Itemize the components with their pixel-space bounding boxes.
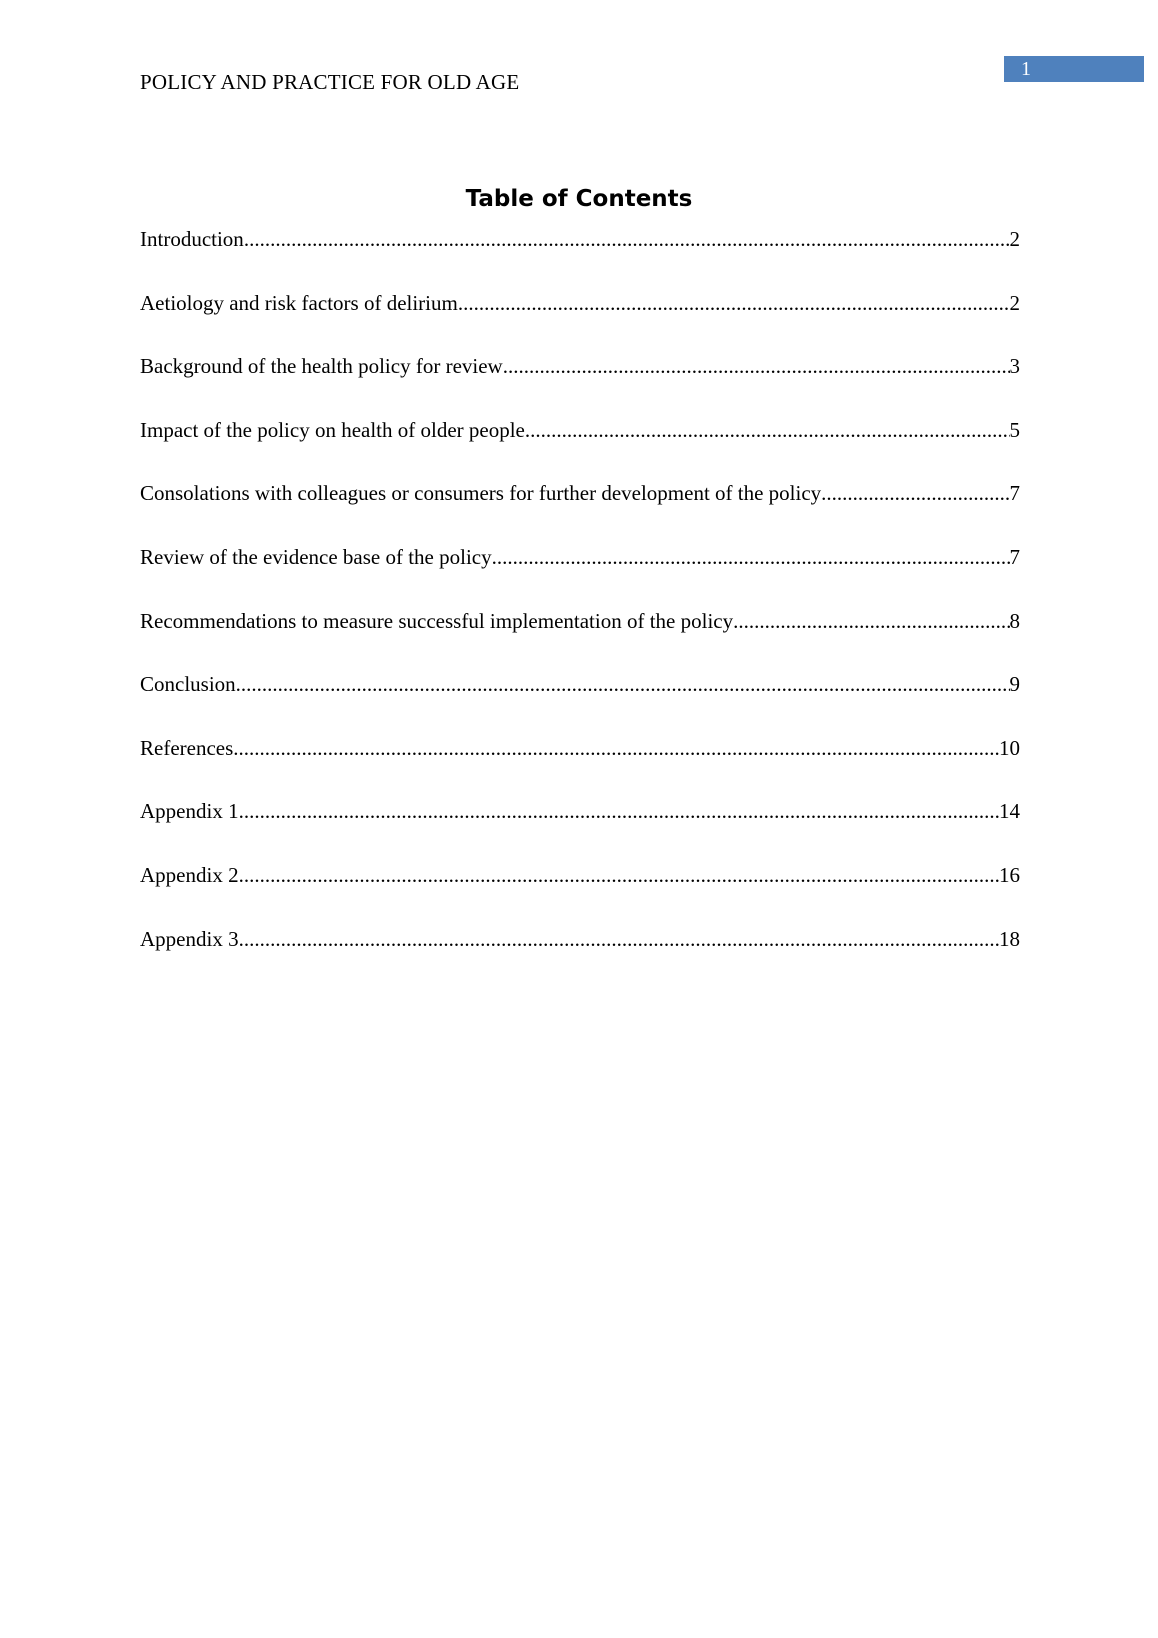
toc-entry-label: Background of the health policy for review [140, 354, 503, 379]
toc-entry-label: Appendix 3 [140, 926, 239, 951]
toc-entry-page: 16 [999, 862, 1020, 887]
toc-entry-impact[interactable] [140, 416, 1020, 480]
toc-dot-leader [233, 734, 999, 762]
toc-entry-label: Review of the evidence base of the policy [140, 544, 492, 569]
toc-entry-page: 9 [1009, 672, 1020, 697]
toc-entry-page: 5 [1009, 417, 1020, 442]
toc-entry-conclusion[interactable] [140, 670, 1020, 734]
toc-dot-leader [458, 289, 1010, 317]
toc-entry-page: 14 [999, 799, 1020, 824]
toc-entry-label: Aetiology and risk factors of delirium [140, 290, 458, 315]
toc-entry-label: Appendix 2 [140, 862, 239, 887]
toc-entry-appendix-3[interactable] [140, 925, 1020, 989]
toc-entry-page: 3 [1009, 354, 1020, 379]
toc-entry-background[interactable] [140, 352, 1020, 416]
toc-dot-leader [239, 925, 999, 953]
running-header-title: POLICY AND PRACTICE FOR OLD AGE [140, 70, 520, 94]
toc-entry-page: 2 [1009, 290, 1020, 315]
toc-entry-label: Introduction [140, 227, 244, 251]
page-number: 1 [1021, 58, 1031, 80]
toc-entry-label: Consolations with colleagues or consumers for further development of the policy [140, 481, 822, 506]
toc-list [140, 225, 1020, 988]
page-number-badge [1004, 56, 1144, 82]
toc-entry-label: Conclusion [140, 672, 236, 697]
toc-entry-page: 8 [1009, 608, 1020, 633]
toc-entry-references[interactable] [140, 734, 1020, 798]
toc-dot-leader [244, 225, 1010, 253]
toc-entry-label: Impact of the policy on health of older people [140, 417, 525, 442]
toc-entry-introduction[interactable] [140, 225, 1020, 289]
toc-entry-aetiology[interactable] [140, 289, 1020, 353]
toc-entry-page: 7 [1009, 481, 1020, 506]
toc-entry-page: 7 [1009, 544, 1020, 569]
toc-dot-leader [236, 670, 1010, 698]
toc-dot-leader [733, 607, 1009, 635]
toc-entry-recommendations[interactable] [140, 607, 1020, 671]
toc-entry-label: References [140, 735, 234, 760]
toc-entry-appendix-1[interactable] [140, 797, 1020, 861]
toc-entry-page: 2 [1009, 227, 1020, 251]
toc-entry-page: 10 [999, 735, 1020, 760]
toc-entry-page: 18 [999, 926, 1020, 951]
toc-entry-label: Recommendations to measure successful implementation of the policy [140, 608, 734, 633]
toc-dot-leader [239, 861, 999, 889]
toc-dot-leader [525, 416, 1010, 444]
toc-entry-consolations[interactable] [140, 479, 1020, 543]
toc-entry-appendix-2[interactable] [140, 861, 1020, 925]
toc-dot-leader [503, 352, 1010, 380]
toc-dot-leader [239, 797, 999, 825]
toc-dot-leader [492, 543, 1010, 571]
toc-entry-review[interactable] [140, 543, 1020, 607]
toc-heading: Table of Contents [465, 186, 693, 212]
toc-entry-label: Appendix 1 [140, 799, 239, 824]
toc-dot-leader [821, 479, 1009, 507]
